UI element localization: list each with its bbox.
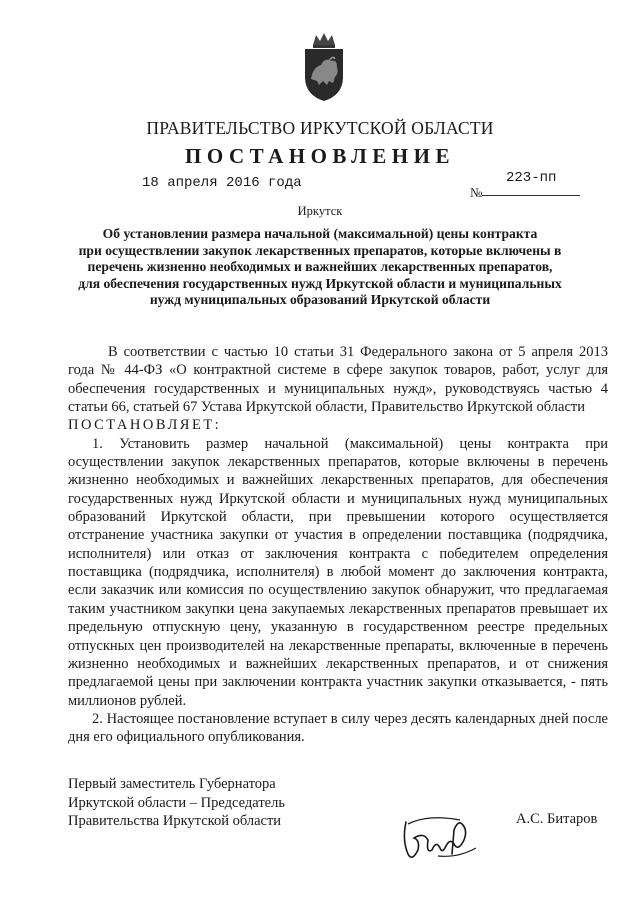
subject-line: для обеспечения государственных нужд Иркутской области и муниципальных (78, 275, 562, 291)
position-line: Правительства Иркутской области (68, 813, 282, 829)
document-type: ПОСТАНОВЛЕНИЕ (185, 144, 455, 168)
number-underline (482, 195, 580, 196)
subject-line: перечень жизненно необходимых и важнейших лекарственных препаратов, (87, 259, 553, 275)
signatory-position (68, 775, 285, 831)
irkutsk-coat-of-arms-icon (299, 31, 349, 103)
document-number (470, 170, 580, 200)
document-date: 18 апреля 2016 года (142, 175, 302, 191)
preamble-paragraph: В соответствии с частью 10 статьи 31 Федерального закона от 5 апреля 2013 года № 44-ФЗ «О контрактной системе в сфере закупок товаров, работ, услуг для обеспечения государственных и муниципальных нужд», руководствуясь частью 4 статьи 66, статьей 67 Устава Иркутской области, Правительство Иркутской области (68, 344, 608, 416)
subject-line: нужд муниципальных образований Иркутской области (149, 292, 491, 308)
item-1-paragraph: 1. Установить размер начальной (максимальной) цены контракта при осуществлении закупок лекарственных препаратов, которые включены в перечень жизненно необходимых и важнейших лекарственных препаратов, для обеспечения государственных нужд Иркутской области и муниципальных нужд муниципальных образований Иркутской области, при превышении которого осуществляется отстранение участника закупки от участия в определении поставщика (подрядчика, исполнителя) или отказ от заключения контракта с победителем определения поставщика (подрядчика, исполнителя) в любой момент до заключения контракта, если заказчик или комиссия по осуществлению закупок обнаружит, что предлагаемая таким участником закупки цена закупаемых лекарственных препаратов превышает их предельную отпускную цену, указанную в государственном реестре предельных отпускных цен производителей на лекарственные препараты, включенные в перечень жизненно необходимых и важнейших лекарственных препаратов, и от снижения предлагаемой цены при заключении контракта участник закупки отказывается, - пять миллионов рублей. (68, 435, 608, 709)
item-2-paragraph: 2. Настоящее постановление вступает в силу через десять календарных дней после дня его официального опубликования. (68, 710, 608, 746)
number-sign: № (470, 185, 483, 200)
document-city: Иркутск (297, 204, 343, 218)
document-body (68, 343, 608, 747)
subject-line: при осуществлении закупок лекарственных препаратов, которые включены в (78, 242, 562, 258)
position-line: Первый заместитель Губернатора (68, 776, 276, 792)
signatory-name: А.С. Битаров (516, 811, 598, 827)
government-title: ПРАВИТЕЛЬСТВО ИРКУТСКОЙ ОБЛАСТИ (146, 118, 494, 138)
subject-line: Об установлении размера начальной (максимальной) цены контракта (102, 226, 538, 241)
document-subject (60, 226, 580, 309)
handwritten-signature-icon (398, 810, 480, 866)
position-line: Иркутской области – Председатель (68, 794, 285, 811)
resolves-heading: ПОСТАНОВЛЯЕТ: (68, 417, 222, 434)
number-value: 223-пп (506, 170, 557, 186)
